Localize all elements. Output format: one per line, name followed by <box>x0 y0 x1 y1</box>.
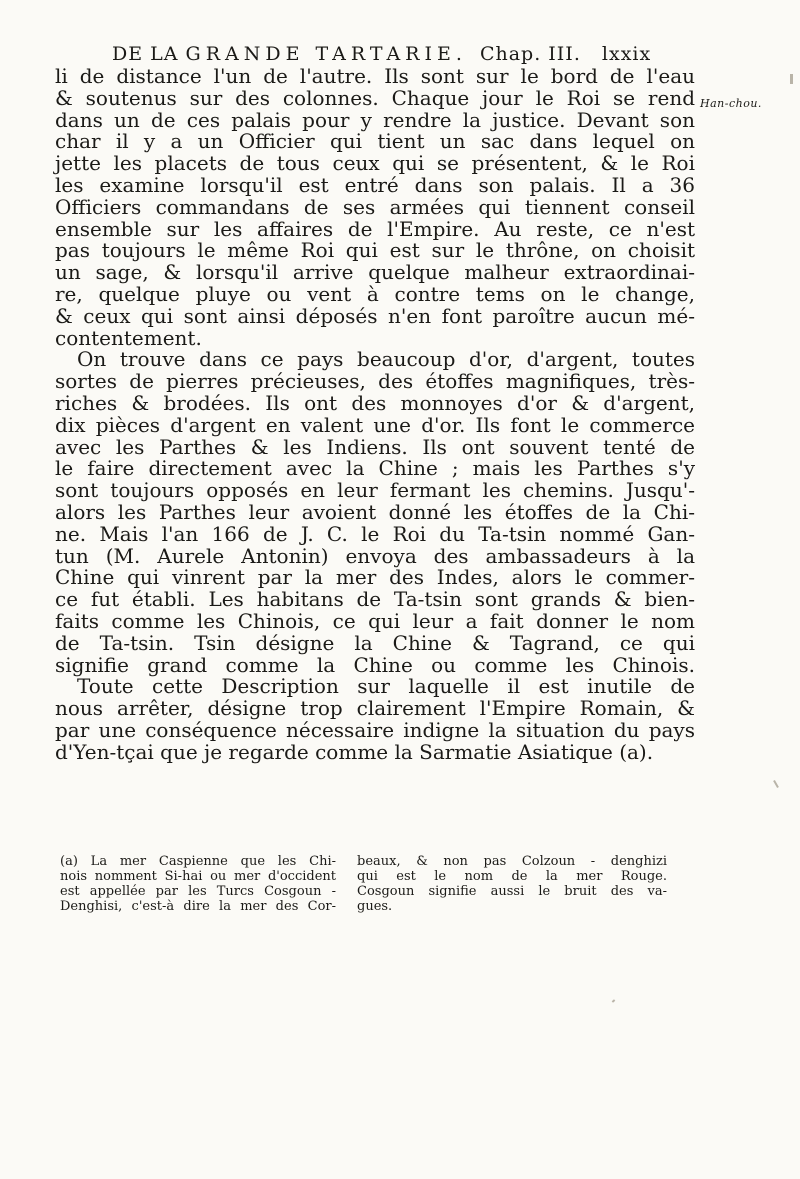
text-line: ensemble sur les affaires de l'Empire. Au reste, ce n'est <box>55 216 695 241</box>
text-line: Chine qui vinrent par la mer des Indes, alors le commer- <box>55 565 695 590</box>
text-line: de Ta-tsin. Tsin désigne la Chine & Tagrand, ce qui <box>55 630 695 655</box>
page-number: lxxix <box>601 43 652 65</box>
text-line: un sage, & lorsqu'il arrive quelque malheur extraordinai- <box>55 260 695 285</box>
footnote-line: (a) La mer Caspienne que les Chi- <box>60 854 336 869</box>
text-line: & ceux qui sont ainsi déposés n'en font paroître aucun mé- <box>55 303 695 328</box>
text-line: dans un de ces palais pour y rendre la justice. Devant son <box>55 107 695 132</box>
text-line: sortes de pierres précieuses, des étoffes magnifiques, très- <box>55 369 695 394</box>
margin-note: Han-chou. <box>700 97 762 110</box>
text-line: ce fut établi. Les habitans de Ta-tsin sont grands & bien- <box>55 587 695 612</box>
running-header <box>112 42 788 66</box>
footnote-column-right <box>357 854 667 914</box>
text-line: On trouve dans ce pays beaucoup d'or, d'argent, toutes <box>77 347 695 372</box>
text-line: les examine lorsqu'il est entré dans son palais. Il a 36 <box>55 172 695 197</box>
footnote-line: gues. <box>357 899 393 914</box>
text-line: jette les placets de tous ceux qui se présentent, & le Roi <box>55 151 695 176</box>
header-title: GRANDE TARTARIE. <box>185 43 467 65</box>
paper-speck <box>612 999 616 1002</box>
header-prefix: DE LA <box>112 43 186 65</box>
text-line: Toute cette Description sur laquelle il est inutile de <box>77 674 695 699</box>
paper-speck <box>773 780 779 788</box>
text-line: nous arrêter, désigne trop clairement l'Empire Romain, & <box>55 696 695 721</box>
footnote-line: est appellée par les Turcs Cosgoun - <box>60 884 336 899</box>
footnote-column-left <box>60 854 336 914</box>
text-line: contentement. <box>55 325 202 350</box>
paper-speck <box>790 74 793 84</box>
text-line: re, quelque pluye ou vent à contre tems on le change, <box>55 281 695 306</box>
footnote-line: qui est le nom de la mer Rouge. <box>357 869 667 884</box>
footnote-rule <box>60 842 72 843</box>
footnote-line: nois nomment Si-hai ou mer d'occident <box>60 869 336 884</box>
text-line: ne. Mais l'an 166 de J. C. le Roi du Ta-tsin nommé Gan- <box>55 521 695 546</box>
text-line: & soutenus sur des colonnes. Chaque jour le Roi se rend <box>55 85 695 110</box>
text-line: Officiers commandans de ses armées qui tiennent conseil <box>55 194 695 219</box>
header-chapter: Chap. III. <box>479 43 581 65</box>
text-line: signifie grand comme la Chine ou comme les Chinois. <box>55 652 695 677</box>
text-line: le faire directement avec la Chine ; mais les Parthes s'y <box>55 456 695 481</box>
text-line: char il y a un Officier qui tient un sac dans lequel on <box>55 129 695 154</box>
text-line: alors les Parthes leur avoient donné les étoffes de la Chi- <box>55 499 695 524</box>
text-line: pas toujours le même Roi qui est sur le thrône, on choisit <box>55 238 695 263</box>
text-line: riches & brodées. Ils ont des monnoyes d'or & d'argent, <box>55 390 695 415</box>
text-line: avec les Parthes & les Indiens. Ils ont souvent tenté de <box>55 434 695 459</box>
body-text <box>55 66 695 764</box>
text-line: d'Yen-tçai que je regarde comme la Sarmatie Asiatique (a). <box>55 739 654 764</box>
text-line: sont toujours opposés en leur fermant les chemins. Jusqu'- <box>55 478 695 503</box>
text-line: par une conséquence nécessaire indigne la situation du pays <box>55 717 695 742</box>
footnote-line: Cosgoun signifie aussi le bruit des va- <box>357 884 667 899</box>
text-line: li de distance l'un de l'autre. Ils sont sur le bord de l'eau <box>55 64 695 88</box>
text-line: tun (M. Aurele Antonin) envoya des ambassadeurs à la <box>55 543 695 568</box>
text-line: faits comme les Chinois, ce qui leur a fait donner le nom <box>55 608 695 633</box>
footnote-line: Denghisi, c'est-à dire la mer des Cor- <box>60 899 336 914</box>
text-line: dix pièces d'argent en valent une d'or. Ils font le commerce <box>55 412 695 437</box>
footnote-line: beaux, & non pas Colzoun - denghizi <box>357 854 667 869</box>
